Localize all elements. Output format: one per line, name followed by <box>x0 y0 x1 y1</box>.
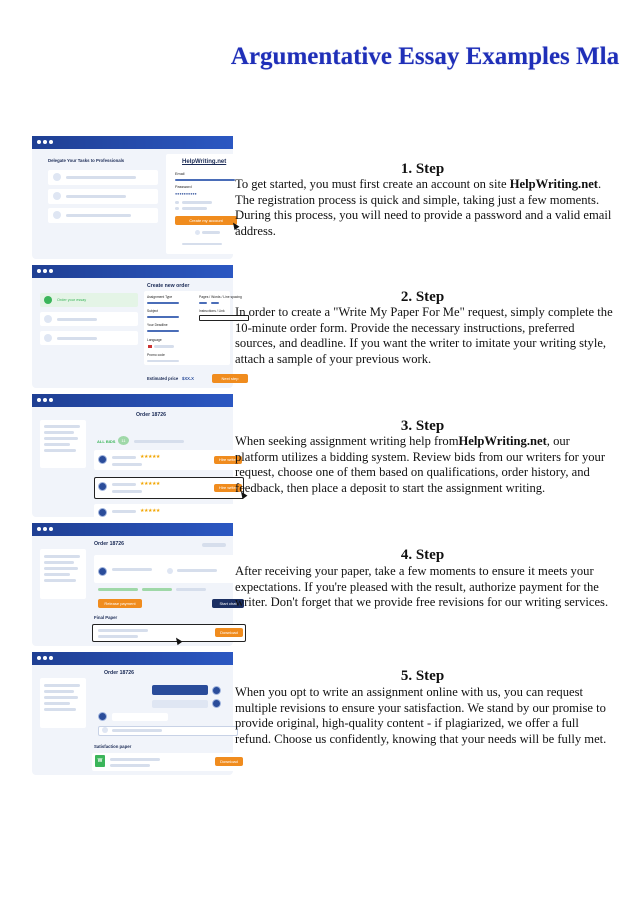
window-title-bar <box>32 523 233 536</box>
page-title: Argumentative Essay Examples Mla <box>230 43 620 70</box>
step-5-screenshot: Order 18726 Satisfaction paper W Download <box>32 652 233 775</box>
helpwriting-link[interactable]: HelpWriting.net <box>458 434 547 448</box>
step-4-screenshot: Order 18726 Release payment Start chat Final Paper Download <box>32 523 233 646</box>
word-file-icon: W <box>95 755 105 767</box>
hire-writer-button[interactable]: Hire writer <box>214 456 242 464</box>
create-account-button[interactable]: Create my account <box>175 216 237 225</box>
thumb-heading: Delegate Your Tasks to Professionals <box>48 158 125 163</box>
step-1-heading: 1. Step <box>400 161 445 177</box>
start-chat-button[interactable]: Start chat <box>212 599 244 608</box>
step-2-heading: 2. Step <box>400 289 445 305</box>
window-title-bar <box>32 265 233 278</box>
step-2-screenshot: Create new order Order your essay Assignment Type Pages / Words / Line spacing Subject Instructions / Link Your Deadline Language Promo code Estimated price $XX.X Next step <box>32 265 233 388</box>
step-4-heading: 4. Step <box>400 547 445 563</box>
step-5-text: When you opt to write an assignment online with us, you can request multiple revisions to ensure your satisfaction. We stand by our promise to provide original, high-quality content - if plagiarized, we offer a full refund. Choose us confidently, knowing that your needs will be fully met. <box>235 685 607 746</box>
helpwriting-logo: HelpWriting.net <box>182 159 227 165</box>
window-title-bar <box>32 652 233 665</box>
step-3-screenshot: Order 18726 ALL BIDS 11 ★★★★★ Hire writer ★★★★★ Hire writer ★★★★★ <box>32 394 233 517</box>
step-3-text: When seeking assignment writing help fromHelpWriting.net, our platform utilizes a bidding system. Review bids from our writers for your request, choose one of them based on qualifications, order history, and feedback, then place a deposit to start the assignment writing. <box>235 434 606 495</box>
step-5-heading: 5. Step <box>400 668 445 684</box>
helpwriting-link[interactable]: HelpWriting.net <box>509 177 598 191</box>
window-title-bar <box>32 394 233 407</box>
step-4-text: After receiving your paper, take a few moments to ensure it meets your expectations. If you're pleased with the result, authorize payment for the writer. Don't forget that we provide free revisions for our writing services. <box>235 564 609 610</box>
release-payment-button[interactable]: Release payment <box>98 599 142 608</box>
step-1-text: To get started, you must first create an account on site HelpWriting.net. The registration process is quick and simple, taking just a few moments. During this process, you will need to provide a password and a valid email address. <box>235 177 612 238</box>
step-1-screenshot: Delegate Your Tasks to Professionals HelpWriting.net Email Password ●●●●●●●●●● Create my account <box>32 136 233 259</box>
download-button[interactable]: Download <box>215 628 243 637</box>
hire-writer-button[interactable]: Hire writer <box>214 484 242 492</box>
step-3-heading: 3. Step <box>400 418 445 434</box>
window-title-bar <box>32 136 233 149</box>
step-2-text: In order to create a "Write My Paper For Me" request, simply complete the 10-minute order form. Provide the necessary instructions, preferred sources, and deadline. If you want the writer to imitate your writing style, attach a sample of your previous work. <box>235 305 613 366</box>
next-step-button[interactable]: Next step <box>212 374 248 383</box>
download-button[interactable]: Download <box>215 757 243 766</box>
